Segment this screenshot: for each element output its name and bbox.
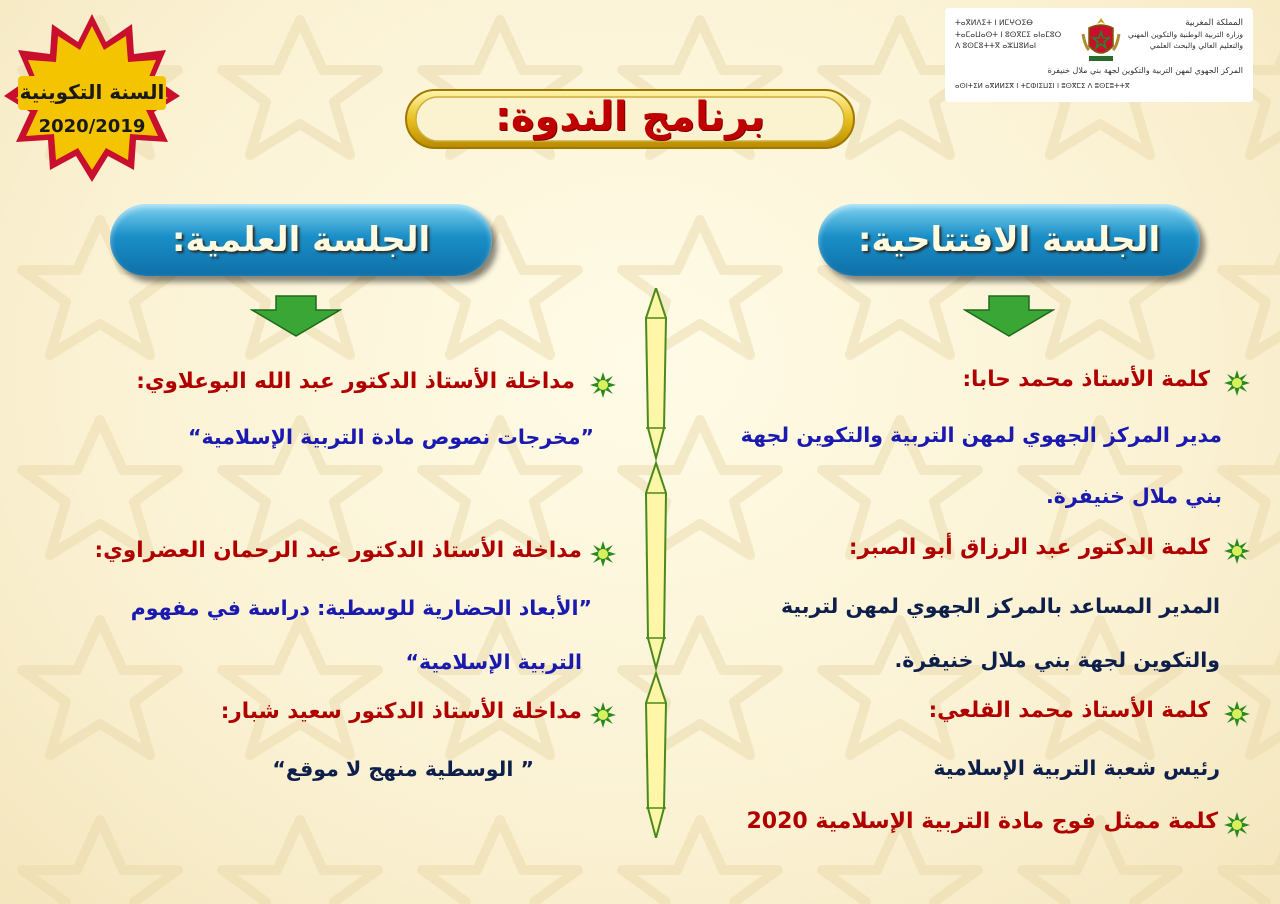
sun-bullet-icon bbox=[1224, 538, 1250, 564]
badge-year-value: 2020/2019 bbox=[38, 116, 146, 137]
logo-text-ar-3: والتعليم العالي والبحث العلمي bbox=[1149, 41, 1243, 50]
logo-text-tf-2: ⵜⴰⵎⴰⵡⴰⵙⵜ ⵏ ⵓⵙⴳⵎⵉ ⴰⵏⴰⵎⵓⵔ bbox=[955, 30, 1062, 39]
logo-text-ar-2: وزارة التربية الوطنية والتكوين المهني bbox=[1127, 30, 1243, 39]
opening-item-3-line-1: رئيس شعبة التربية الإسلامية bbox=[933, 756, 1220, 780]
logo-text-tf-3: ⴷ ⵓⵙⵎⵓⵜⵜⴳ ⴰⵣⵡⵓⵍⴰⵏ bbox=[955, 41, 1037, 50]
logo-text-ar-4: المركز الجهوي لمهن التربية والتكوين لجهة بني ملال خنيفرة bbox=[1047, 66, 1243, 75]
opening-item-2-heading: كلمة الدكتور عبد الرزاق أبو الصبر: bbox=[848, 535, 1210, 560]
sun-bullet-icon bbox=[1224, 812, 1250, 838]
coat-of-arms-icon bbox=[1081, 16, 1121, 64]
opening-session-header bbox=[818, 204, 1200, 276]
year-badge bbox=[2, 12, 182, 184]
badge-year-label: السنة التكوينية bbox=[19, 80, 165, 104]
sun-bullet-icon bbox=[590, 372, 616, 398]
opening-item-3-heading: كلمة الأستاذ محمد القلعي: bbox=[928, 698, 1210, 723]
opening-item-2-line-2: والتكوين لجهة بني ملال خنيفرة. bbox=[894, 648, 1220, 672]
sun-bullet-icon bbox=[590, 702, 616, 728]
scientific-item-3-heading: مداخلة الأستاذ الدكتور سعيد شبار: bbox=[220, 699, 582, 724]
opening-item-2-line-1: المدير المساعد بالمركز الجهوي لمهن لتربية bbox=[781, 594, 1220, 618]
scientific-item-3-line-1: ” الوسطية منهج لا موقع“ bbox=[272, 757, 534, 781]
sun-bullet-icon bbox=[1224, 370, 1250, 396]
arrow-down-icon bbox=[963, 294, 1055, 338]
opening-session-label: الجلسة الافتتاحية: bbox=[857, 220, 1161, 260]
logo-text-tf-1: ⵜⴰⴳⵍⴷⵉⵜ ⵏ ⵍⵎⵖⵔⵉⴱ bbox=[955, 18, 1033, 27]
opening-item-4-heading: كلمة ممثل فوج مادة التربية الإسلامية 2020 bbox=[746, 809, 1218, 834]
opening-item-1-heading: كلمة الأستاذ محمد حابا: bbox=[962, 367, 1210, 392]
logo-text-tf-4: ⴰⵙⵏⵜⵉⵍ ⴰⴳⵍⵍⵉⴳ ⵏ ⵜⵎⵀⵏⵉⵡⵉⵏ ⵏ ⵓⵙⴳⵎⵉ ⴷ ⵓⵙⵎⵓⵜⵜⴳ bbox=[955, 82, 1130, 90]
scientific-session-label: الجلسة العلمية: bbox=[171, 220, 431, 260]
ministry-logo bbox=[945, 8, 1253, 102]
opening-item-1-line-1: مدير المركز الجهوي لمهن التربية والتكوين لجهة bbox=[740, 423, 1222, 447]
scientific-item-1-line-1: ”مخرجات نصوص مادة التربية الإسلامية“ bbox=[188, 425, 594, 449]
opening-item-1-line-2: بني ملال خنيفرة. bbox=[1045, 484, 1222, 508]
scientific-item-2-heading: مداخلة الأستاذ الدكتور عبد الرحمان العضراوي: bbox=[94, 538, 582, 563]
center-divider bbox=[641, 288, 671, 838]
scientific-item-2-line-2: التربية الإسلامية“ bbox=[405, 650, 582, 674]
program-title-banner bbox=[404, 88, 856, 150]
logo-text-ar-1: المملكة المغربية bbox=[1185, 18, 1243, 28]
arrow-down-icon bbox=[250, 294, 342, 338]
sun-bullet-icon bbox=[590, 541, 616, 567]
scientific-session-header bbox=[110, 204, 492, 276]
scientific-item-1-heading: مداخلة الأستاذ الدكتور عبد الله البوعلاوي: bbox=[136, 369, 575, 394]
page-title: برنامج الندوة: bbox=[494, 94, 766, 140]
scientific-item-2-line-1: ”الأبعاد الحضارية للوسطية: دراسة في مفهوم bbox=[130, 596, 592, 620]
sun-bullet-icon bbox=[1224, 701, 1250, 727]
